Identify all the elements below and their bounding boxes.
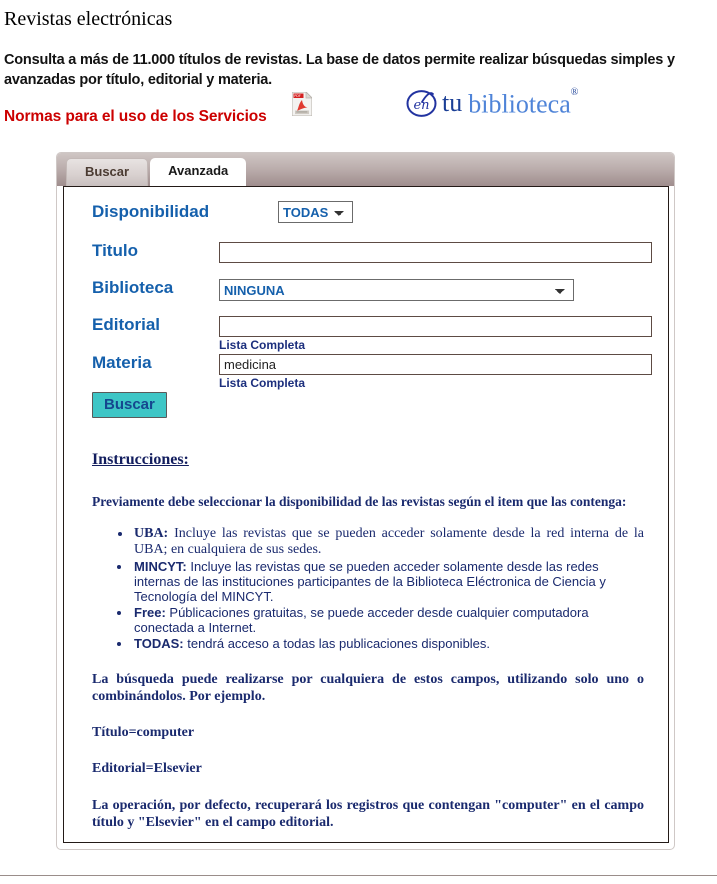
bullet-text: Incluye las revistas que se pueden acceder solamente desde la red interna de la UBA; en cualquiera de sus sedes. (134, 526, 644, 557)
submit-row (64, 388, 668, 432)
logo-word-tu: tu (442, 88, 463, 117)
instructions-example-editorial: Editorial=Elsevier (92, 761, 202, 776)
bullet-text: Públicaciones gratuitas, se puede acceder desde cualquier computadora conectada a Internet. (134, 605, 589, 635)
page-title: Revistas electrónicas (4, 8, 173, 30)
materia-input[interactable] (219, 354, 652, 375)
bullet-term: Free: (134, 605, 166, 620)
list-item (132, 605, 644, 635)
intro-text: Consulta a más de 11.000 títulos de revistas. La base de datos permite realizar búsquedas simples y avanzadas por título, editorial y materia. (4, 52, 675, 88)
instructions-paragraph-1: La búsqueda puede realizarse por cualquiera de estos campos, utilizando solo uno o combinándolos. Por ejemplo. (92, 672, 644, 704)
instructions-lead: Previamente debe seleccionar la disponibilidad de las revistas según el item que las contenga: (92, 494, 627, 509)
label-disponibilidad: Disponibilidad (92, 202, 210, 221)
editorial-lista-completa-link[interactable]: Lista Completa (219, 338, 306, 352)
disponibilidad-select[interactable] (278, 201, 353, 223)
en-tu-biblioteca-logo (406, 86, 578, 120)
row-titulo (64, 238, 668, 275)
tab-avanzada[interactable]: Avanzada (150, 158, 246, 186)
advanced-search-form (64, 187, 668, 432)
row-editorial (64, 312, 668, 350)
footer-divider (0, 875, 717, 876)
tab-bar (57, 153, 674, 186)
row-materia (64, 350, 668, 388)
logo-word-biblioteca (468, 86, 578, 120)
instructions-paragraph-2: La operación, por defecto, recuperará los registros que contengan "computer" en el campo título y "Elsevier" en el campo editorial. (92, 798, 644, 830)
logo-biblioteca-text: biblioteca (468, 89, 571, 119)
bullet-term: UBA: (134, 526, 169, 541)
materia-lista-completa-link[interactable]: Lista Completa (219, 376, 306, 390)
disponibilidad-control (278, 201, 353, 223)
search-panel (56, 152, 675, 850)
label-biblioteca: Biblioteca (92, 278, 174, 297)
list-item (132, 559, 644, 604)
biblioteca-control (219, 279, 574, 301)
label-editorial: Editorial (92, 315, 161, 334)
titulo-input[interactable] (219, 242, 652, 263)
instructions-example-titulo: Título=computer (92, 725, 195, 740)
tab-buscar[interactable]: Buscar (66, 158, 148, 186)
normas-link[interactable]: Normas para el uso de los Servicios (4, 108, 267, 125)
svg-text:en: en (413, 97, 430, 113)
normas-row (0, 104, 717, 146)
instructions-title: Instrucciones: (92, 451, 189, 468)
buscar-button[interactable]: Buscar (92, 392, 167, 418)
row-biblioteca (64, 275, 668, 312)
registered-mark: ® (570, 87, 579, 99)
biblioteca-select[interactable] (219, 279, 574, 301)
instructions-section (64, 450, 668, 831)
pdf-icon[interactable] (292, 92, 312, 116)
editorial-input[interactable] (219, 316, 652, 337)
materia-control (219, 354, 652, 375)
bullet-term: TODAS: (134, 636, 184, 651)
list-item (132, 526, 644, 558)
panel-body (63, 186, 669, 843)
editorial-control (219, 316, 652, 337)
bullet-text: tendrá acceso a todas las publicaciones disponibles. (183, 636, 491, 651)
bullet-text: Incluye las revistas que se pueden acceder solamente desde las redes internas de las instituciones participantes de la Biblioteca Eléctronica de Ciencia y Tecnología del MINCYT. (134, 559, 606, 604)
instructions-bullet-list (92, 526, 644, 651)
bullet-term: MINCYT: (134, 559, 187, 574)
row-disponibilidad (64, 201, 668, 238)
titulo-control (219, 242, 652, 263)
svg-text:PDF: PDF (294, 94, 301, 99)
en-circle-icon (406, 88, 437, 119)
list-item (132, 636, 644, 651)
label-titulo: Titulo (92, 241, 138, 260)
label-materia: Materia (92, 353, 152, 372)
